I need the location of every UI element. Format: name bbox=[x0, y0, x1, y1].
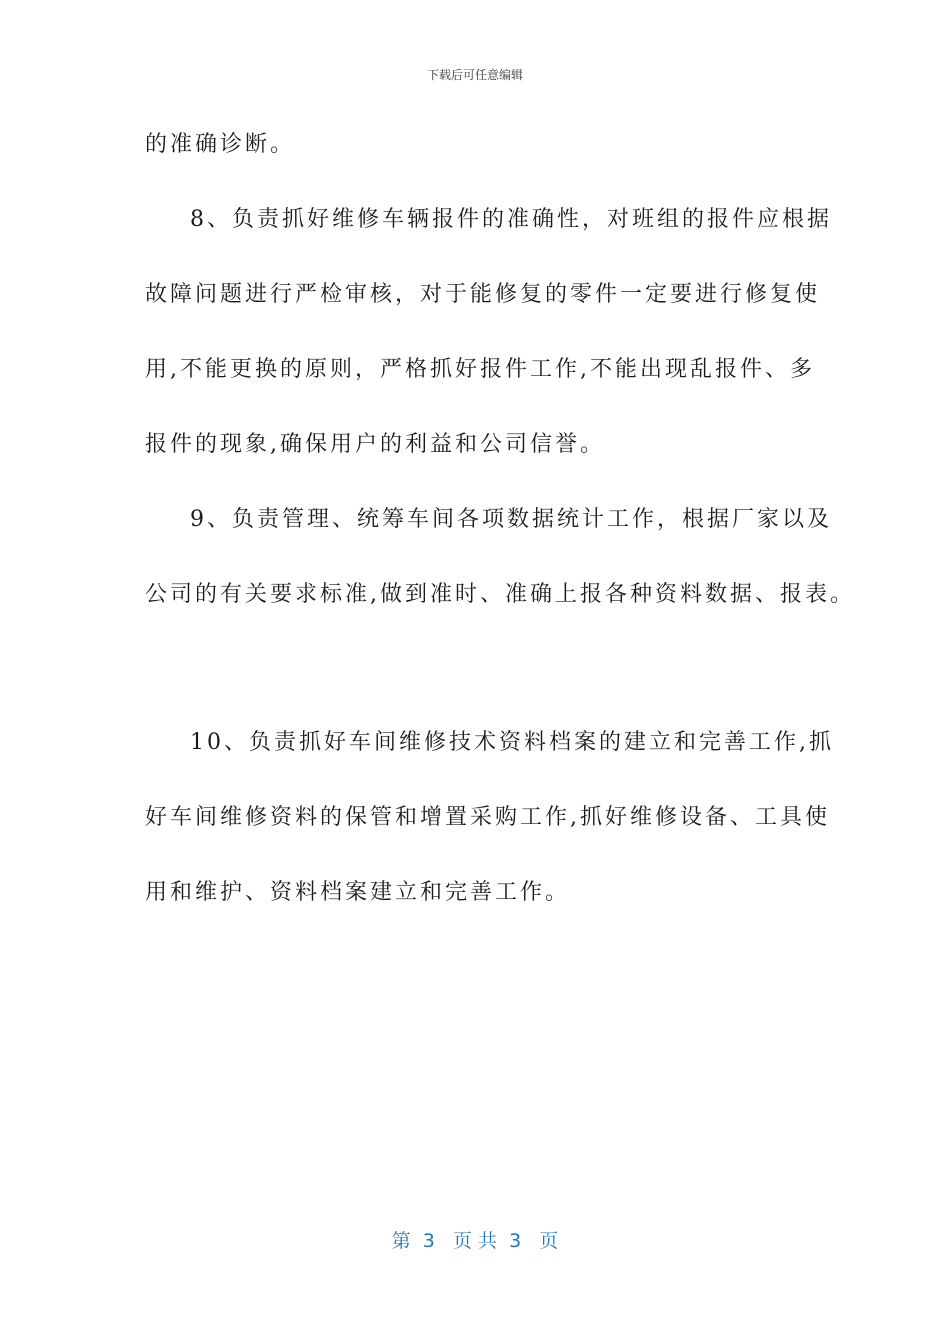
text-line: 报件的现象,确保用户的利益和公司信誉。 bbox=[145, 432, 605, 457]
header-note: 下载后可任意编辑 bbox=[426, 68, 523, 82]
text-line: 故障问题进行严检审核，对于能修复的零件一定要进行修复使 bbox=[145, 282, 821, 307]
page-number: 第 3 页 共 3 页 bbox=[391, 1230, 559, 1252]
text-line: 用和维护、资料档案建立和完善工作。 bbox=[145, 880, 571, 905]
text-line: 好车间维修资料的保管和增置采购工作,抓好维修设备、工具使 bbox=[145, 805, 830, 830]
text-line: 公司的有关要求标准,做到准时、准确上报各种资料数据、报表。 bbox=[145, 582, 855, 607]
text-line: 用,不能更换的原则，严格抓好报件工作,不能出现乱报件、多 bbox=[145, 357, 815, 382]
text-line: 9、负责管理、统筹车间各项数据统计工作，根据厂家以及 bbox=[190, 507, 832, 532]
text-line: 8、负责抓好维修车辆报件的准确性，对班组的报件应根据 bbox=[190, 207, 832, 232]
text-line: 的准确诊断。 bbox=[145, 132, 296, 157]
text-line: 10、负责抓好车间维修技术资料档案的建立和完善工作,抓 bbox=[190, 730, 834, 755]
